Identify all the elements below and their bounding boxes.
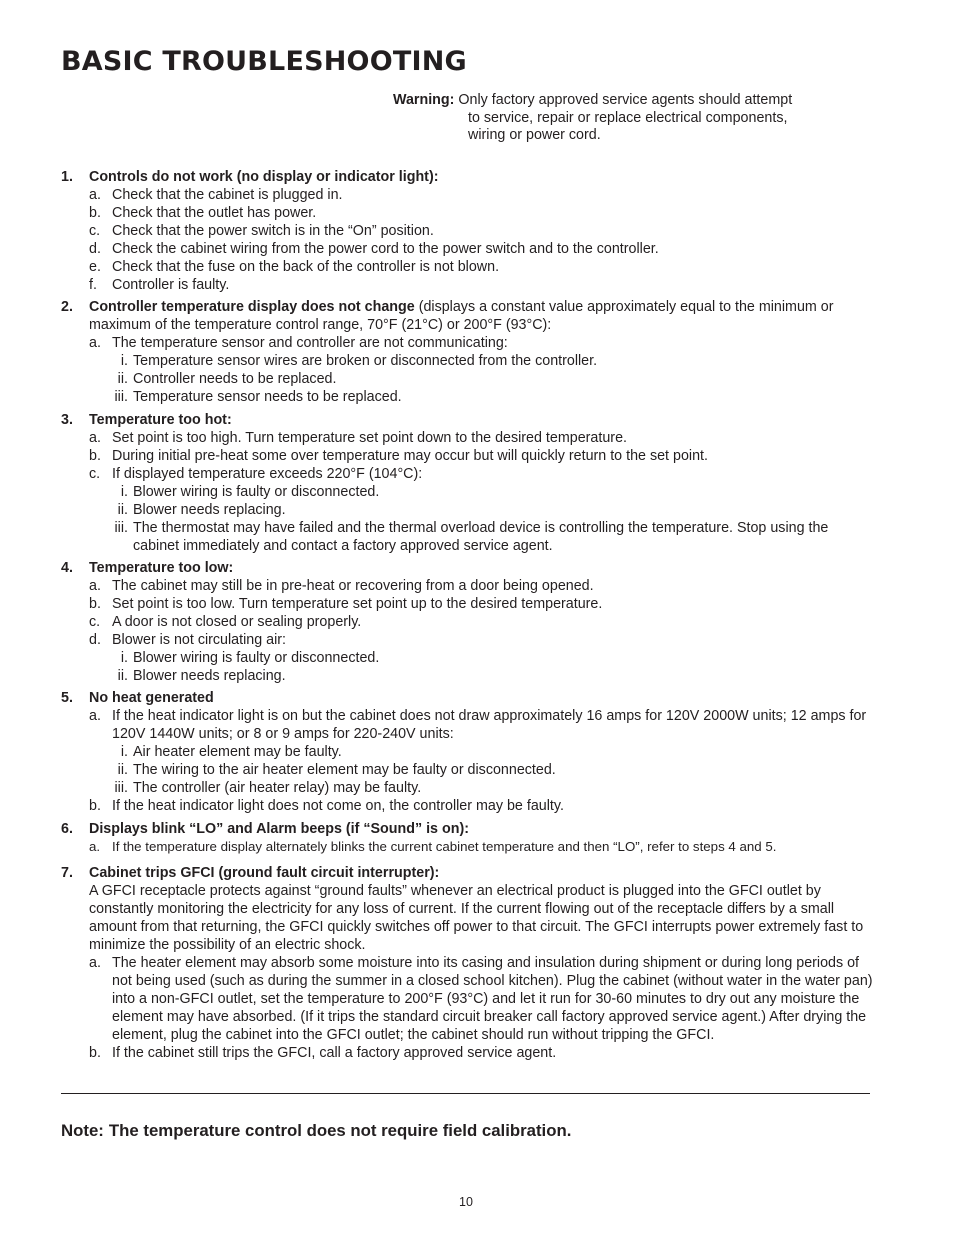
section-number: 1. [61,169,73,185]
section-title: Displays blink “LO” and Alarm beeps (if “Sound” is on): [89,821,469,837]
list-item: c. Check that the power switch is in the “On” position. [89,223,434,239]
list-item: e. Check that the fuse on the back of the controller is not blown. [89,259,500,275]
section-title: No heat generated [89,690,214,706]
note-text: The temperature control does not require field calibration. [108,1121,572,1140]
list-item: d. Check the cabinet wiring from the power cord to the power switch and to the controller. [89,241,659,257]
sub-list-item: i. Temperature sensor wires are broken or disconnected from the controller. [120,353,598,369]
list-item: a. The temperature sensor and controller are not communicating: [89,335,508,351]
list-item: a. If the heat indicator light is on but the cabinet does not draw approximately 16 amps for 120V 2000W units; 12 amps for 120V 1440W units; or 8 or 9 amps for 220-240V units: [89,708,867,742]
page-title: BASIC TROUBLESHOOTING [61,46,467,77]
divider [61,1093,870,1094]
calibration-note [61,1121,571,1141]
warning-line-1: Warning: Only factory approved service agents should attempt [393,92,793,108]
section-number: 5. [61,690,73,706]
section-number: 3. [61,412,73,428]
note-label: Note: [61,1121,104,1140]
list-item: a. The cabinet may still be in pre-heat or recovering from a door being opened. [89,578,594,594]
section-number: 7. [61,865,73,881]
sub-list-item: i. Air heater element may be faulty. [120,744,342,760]
section-title: Temperature too hot: [89,412,232,428]
list-item: b. Set point is too low. Turn temperature set point up to the desired temperature. [89,596,603,612]
list-item: a. The heater element may absorb some moisture into its casing and insulation during shipment or during long periods of not being used (such as during the summer in a closed school kitchen). Plug the cabinet (without water in the water pan) into a non-GFCI outlet, set the temperature to 200°F (93°C) and let it run for 30-60 minutes to dry out any moisture the element may have absorbed. (If it trips the standard circuit breaker call factory approved service agent.) After drying the element, plug the cabinet into the GFCI outlet; the cabinet should run without tripping the GFCI. [89,955,873,1043]
section-number: 2. [61,299,73,315]
section-1 [61,168,873,294]
list-item: a. If the temperature display alternately blinks the current cabinet temperature and then “LO”, refer to steps 4 and 5. [89,839,777,854]
section-3 [61,411,873,555]
section-paragraph: A GFCI receptacle protects against “ground faults” whenever an electrical product is plugged into the GFCI outlet by constantly monitoring the electricity for any loss of current. If the current flowing out of the receptacle differs by a small amount from that returning, the GFCI quickly switches off power to that circuit. The GFCI interrupts power extremely fast to minimize the possibility of an electric shock. [89,883,864,953]
sub-list-item: i. Blower wiring is faulty or disconnected. [120,484,380,500]
page-number: 10 [459,1195,473,1209]
section-number: 4. [61,560,73,576]
list-item: c. If displayed temperature exceeds 220°F (104°C): [89,466,423,482]
list-item: b. During initial pre-heat some over temperature may occur but will quickly return to the set point. [89,448,708,464]
list-item: b. If the heat indicator light does not come on, the controller may be faulty. [89,798,564,814]
list-item: a. Check that the cabinet is plugged in. [89,187,343,203]
warning-line-3: wiring or power cord. [468,127,601,143]
list-item: b. Check that the outlet has power. [89,205,317,221]
sub-list-item: ii. Blower needs replacing. [117,502,286,518]
sub-list-item: iii. The thermostat may have failed and the thermal overload device is controlling the temperature. Stop using the cabinet immediately and contact a factory approved service agent. [114,520,829,554]
sub-list-item: ii. Controller needs to be replaced. [117,371,337,387]
sub-list-item: i. Blower wiring is faulty or disconnected. [120,650,380,666]
list-item: f. Controller is faulty. [89,277,230,293]
sub-list-item: iii. The controller (air heater relay) may be faulty. [114,780,422,796]
sub-list-item: ii. The wiring to the air heater element may be faulty or disconnected. [117,762,556,778]
section-7 [61,864,873,1062]
section-5 [61,689,873,815]
list-item: d. Blower is not circulating air: [89,632,287,648]
list-item: b. If the cabinet still trips the GFCI, call a factory approved service agent. [89,1045,557,1061]
list-item: c. A door is not closed or sealing properly. [89,614,362,630]
warning-block [393,92,843,145]
list-item: a. Set point is too high. Turn temperature set point down to the desired temperature. [89,430,627,446]
section-6 [61,820,873,856]
section-number: 6. [61,821,73,837]
warning-line-2: to service, repair or replace electrical components, [468,109,788,126]
section-description: (displays a constant value approximately equal to the minimum or maximum of the temperature control range, 70°F (21°C) or 200°F (93°C): [89,299,834,333]
sub-list-item: ii. Blower needs replacing. [117,668,286,684]
section-2 [61,298,873,406]
section-title: Controls do not work (no display or indicator light): [89,169,439,185]
warning-label: Warning: [393,92,455,108]
section-4 [61,559,873,685]
section-title: Temperature too low: [89,560,234,576]
sub-list-item: iii. Temperature sensor needs to be replaced. [114,389,402,405]
section-title: Controller temperature display does not change [89,299,415,315]
section-title: Cabinet trips GFCI (ground fault circuit interrupter): [89,865,440,881]
